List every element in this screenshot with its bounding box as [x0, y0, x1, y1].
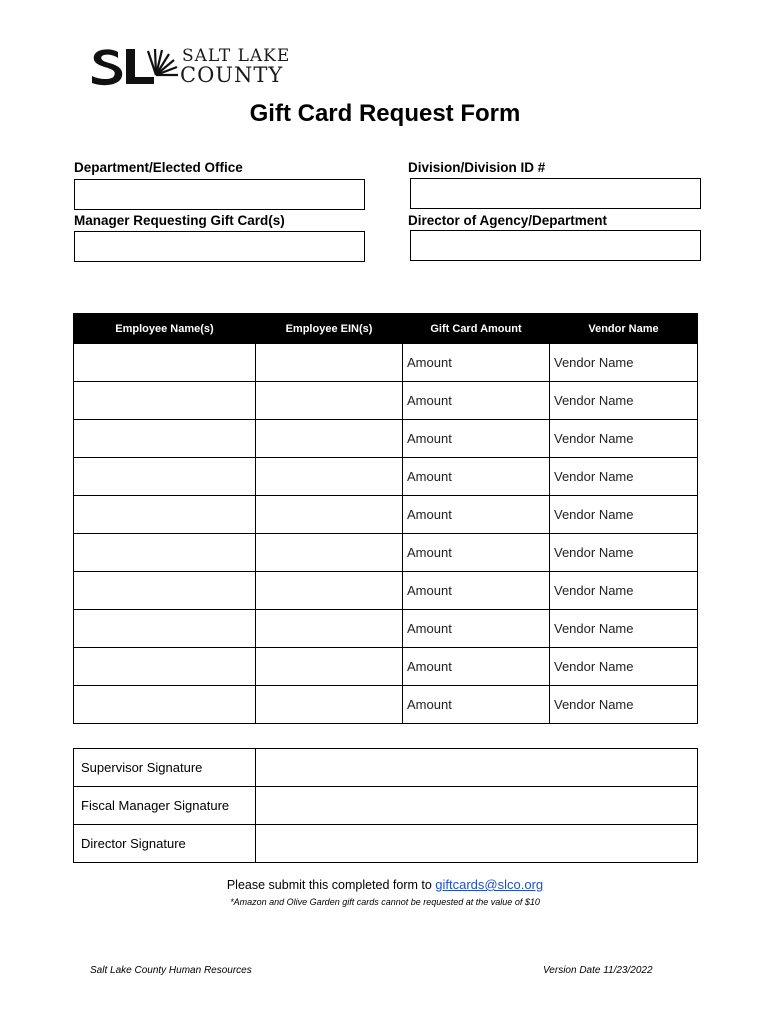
table-row	[74, 382, 698, 420]
employee-ein-cell[interactable]	[256, 496, 403, 534]
table-row	[74, 420, 698, 458]
gift-card-amount-cell[interactable]: Amount	[403, 534, 550, 572]
employee-name-cell[interactable]	[74, 610, 256, 648]
table-row	[74, 686, 698, 724]
division-field[interactable]	[410, 178, 701, 209]
employee-name-cell[interactable]	[74, 648, 256, 686]
signature-row	[74, 749, 698, 787]
employee-name-cell[interactable]	[74, 458, 256, 496]
table-row	[74, 572, 698, 610]
vendor-name-cell[interactable]: Vendor Name	[550, 610, 698, 648]
footer-version-date: Version Date 11/23/2022	[543, 965, 653, 976]
department-label: Department/Elected Office	[74, 160, 243, 175]
signature-row	[74, 825, 698, 863]
employee-name-cell[interactable]	[74, 534, 256, 572]
vendor-name-cell[interactable]: Vendor Name	[550, 686, 698, 724]
header-vendor-name: Vendor Name	[550, 314, 698, 344]
header-employee-ein: Employee EIN(s)	[256, 314, 403, 344]
gift-card-amount-cell[interactable]: Amount	[403, 610, 550, 648]
vendor-name-cell[interactable]: Vendor Name	[550, 420, 698, 458]
employee-ein-cell[interactable]	[256, 382, 403, 420]
vendor-name-cell[interactable]: Vendor Name	[550, 534, 698, 572]
gift-card-amount-cell[interactable]: Amount	[403, 648, 550, 686]
employee-ein-cell[interactable]	[256, 572, 403, 610]
gift-card-amount-cell[interactable]: Amount	[403, 344, 550, 382]
gift-card-amount-cell[interactable]: Amount	[403, 458, 550, 496]
employee-table	[73, 313, 698, 724]
signature-label: Fiscal Manager Signature	[74, 787, 256, 825]
employee-ein-cell[interactable]	[256, 686, 403, 724]
page-title: Gift Card Request Form	[249, 100, 521, 127]
salt-lake-county-logo	[90, 46, 300, 86]
employee-ein-cell[interactable]	[256, 648, 403, 686]
signature-field[interactable]	[256, 749, 698, 787]
header-employee-name: Employee Name(s)	[74, 314, 256, 344]
table-row	[74, 458, 698, 496]
manager-label: Manager Requesting Gift Card(s)	[74, 213, 285, 228]
employee-ein-cell[interactable]	[256, 344, 403, 382]
director-field[interactable]	[410, 230, 701, 261]
sl-logo-mark-icon	[90, 46, 180, 86]
submit-instructions	[0, 877, 770, 892]
employee-ein-cell[interactable]	[256, 610, 403, 648]
employee-ein-cell[interactable]	[256, 420, 403, 458]
signature-field[interactable]	[256, 787, 698, 825]
employee-table-header	[74, 314, 698, 344]
signature-table	[73, 748, 698, 863]
gift-card-amount-cell[interactable]: Amount	[403, 382, 550, 420]
employee-name-cell[interactable]	[74, 686, 256, 724]
director-label: Director of Agency/Department	[408, 213, 608, 228]
employee-ein-cell[interactable]	[256, 534, 403, 572]
employee-name-cell[interactable]	[74, 496, 256, 534]
submit-text: Please submit this completed form to	[226, 878, 436, 892]
table-row	[74, 534, 698, 572]
footer-left: Salt Lake County Human Resources	[90, 965, 252, 976]
division-label: Division/Division ID #	[408, 160, 546, 175]
table-row	[74, 610, 698, 648]
logo-text-line1: SALT LAKE	[182, 46, 291, 66]
gift-card-amount-cell[interactable]: Amount	[403, 572, 550, 610]
gift-card-amount-cell[interactable]: Amount	[403, 686, 550, 724]
vendor-name-cell[interactable]: Vendor Name	[550, 458, 698, 496]
manager-field[interactable]	[74, 231, 365, 262]
department-field[interactable]	[74, 179, 365, 210]
signature-field[interactable]	[256, 825, 698, 863]
table-row	[74, 648, 698, 686]
logo-text-line2: COUNTY	[180, 63, 284, 87]
vendor-name-cell[interactable]: Vendor Name	[550, 496, 698, 534]
table-row	[74, 344, 698, 382]
table-row	[74, 496, 698, 534]
email-link[interactable]: giftcards@slco.org	[435, 877, 544, 892]
employee-name-cell[interactable]	[74, 572, 256, 610]
gift-card-amount-cell[interactable]: Amount	[403, 420, 550, 458]
vendor-name-cell[interactable]: Vendor Name	[550, 572, 698, 610]
employee-name-cell[interactable]	[74, 420, 256, 458]
gift-card-amount-cell[interactable]: Amount	[403, 496, 550, 534]
vendor-name-cell[interactable]: Vendor Name	[550, 648, 698, 686]
employee-name-cell[interactable]	[74, 382, 256, 420]
signature-row	[74, 787, 698, 825]
employee-name-cell[interactable]	[74, 344, 256, 382]
signature-label: Supervisor Signature	[74, 749, 256, 787]
vendor-name-cell[interactable]: Vendor Name	[550, 344, 698, 382]
signature-label: Director Signature	[74, 825, 256, 863]
employee-ein-cell[interactable]	[256, 458, 403, 496]
amazon-note: *Amazon and Olive Garden gift cards cannot be requested at the value of $10	[230, 897, 540, 907]
vendor-name-cell[interactable]: Vendor Name	[550, 382, 698, 420]
header-gift-card-amount: Gift Card Amount	[403, 314, 550, 344]
